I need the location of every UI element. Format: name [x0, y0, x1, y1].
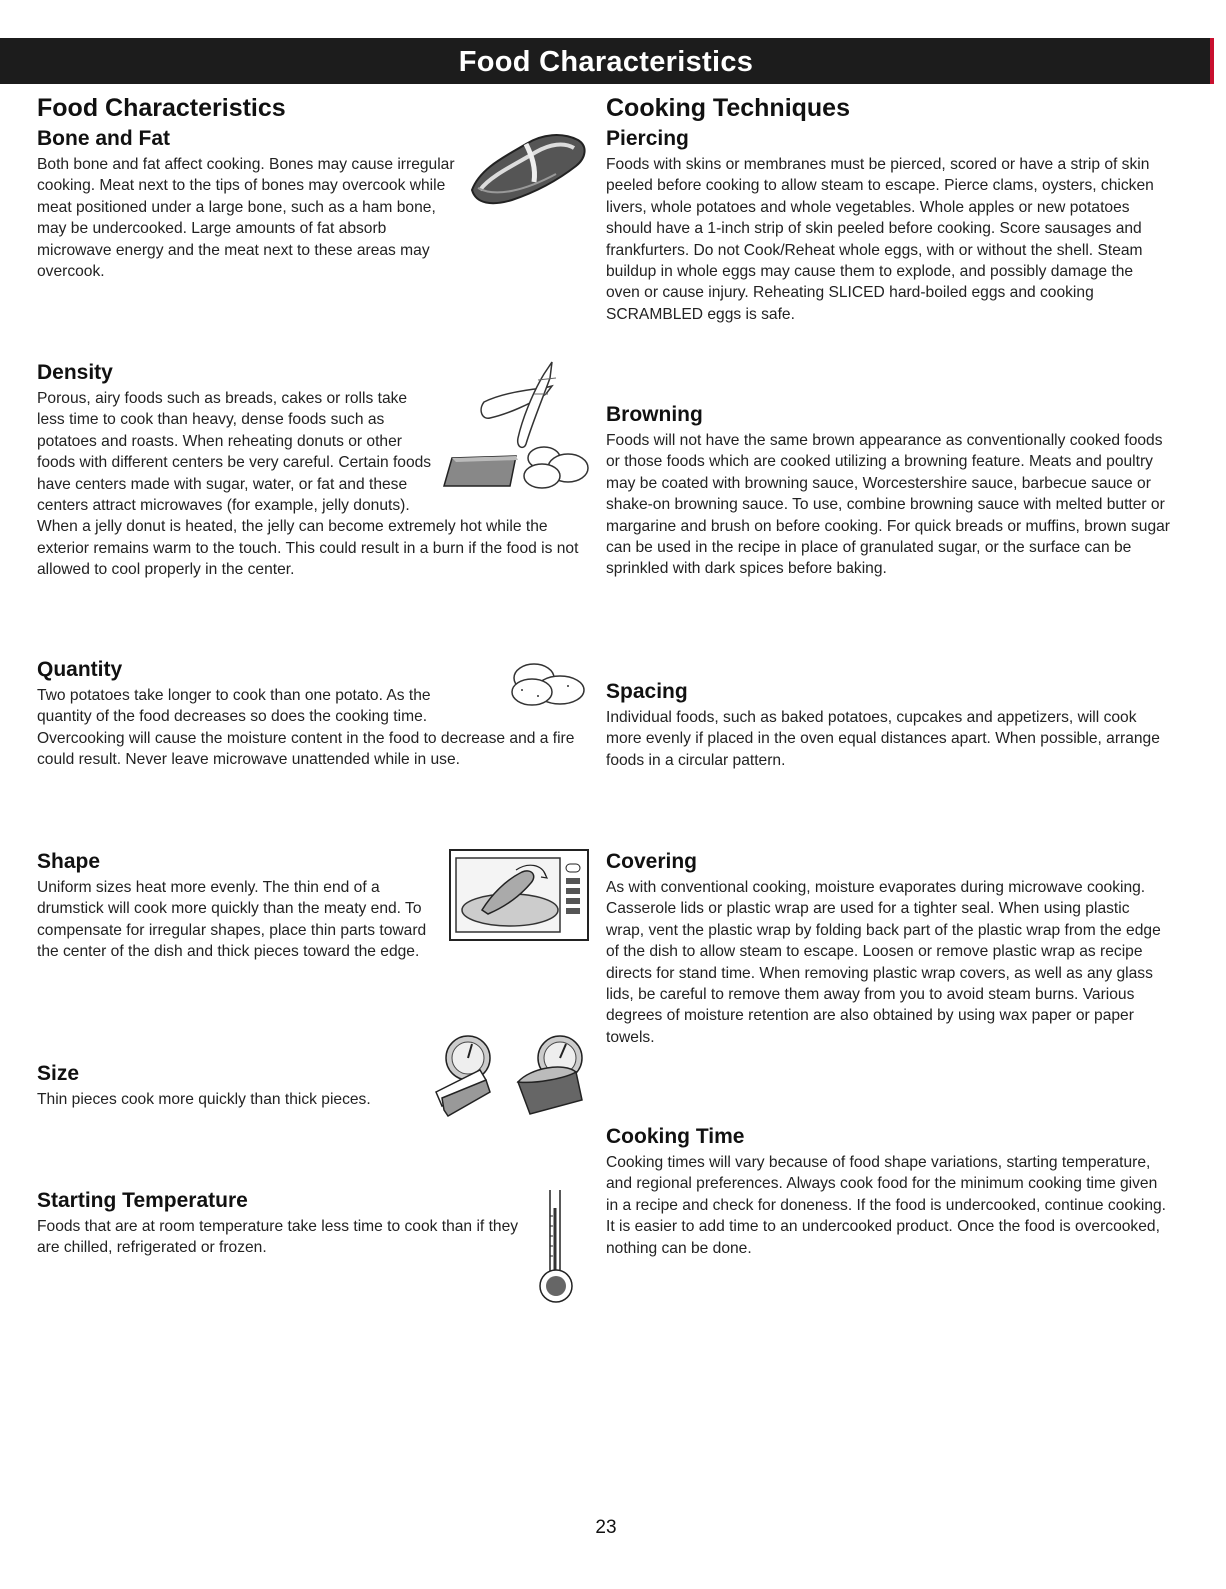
section-text: Foods will not have the same brown appearance as conventionally cooked foods or those foods which are cooked utilizing a browning feature. Meats and poultry may be coated with browning sauce, Worcestershire sauce, barbecue sauce or shake-on browning sauce. To use, combine browning sauce with melted butter or margarine and brush on before cooking. For quick breads or muffins, brown sugar can be used in the recipe in place of granulated sugar, or the surface can be sprinkled with dark spices before baking. [606, 432, 1170, 578]
t-bone-steak-illustration [466, 128, 594, 216]
section-cooking-time [606, 1125, 1171, 1259]
page-number: 23 [595, 1517, 617, 1538]
right-heading: Cooking Techniques [606, 94, 850, 122]
section-piercing [606, 127, 1171, 325]
two-potatoes-illustration [508, 660, 588, 706]
section-body: Porous, airy foods such as breads, cakes or rolls take less time to cook than heavy, dense foods such as potatoes and roasts. When reheating donuts or other foods with different centers be very careful. Certain foods have centers made with sugar, water, or fat and these centers attract microwaves (for example, jelly donuts). When a jelly donut is heated, the jelly can become extremely hot while the exterior remains warm to the touch. This could result in a burn if the food is not allowed to cool properly in the center. [37, 390, 579, 579]
section-title: Spacing [606, 680, 688, 703]
microwave-drumstick-illustration [448, 848, 590, 942]
section-body: Two potatoes take longer to cook than one potato. As the quantity of the food decreases so does the cooking time. Overcooking will cause the moisture content in the food to decrease and a fire could result. Never leave microwave unattended while in use. [37, 687, 575, 769]
section-title: Cooking Time [606, 1125, 745, 1148]
thermometer-illustration [536, 1188, 578, 1306]
section-text: Thin pieces cook more quickly than thick pieces. [37, 1091, 371, 1108]
section-body: Both bone and fat affect cooking. Bones may cause irregular cooking. Meat next to the tips of bones may overcook while meat positioned under a large bone, such as a ham bone, may be undercooked. Large amounts of fat absorb microwave energy and the meat next to these areas may overcook. [37, 156, 455, 281]
page-banner: Food Characteristics [0, 38, 1212, 84]
section-title: Quantity [37, 658, 123, 681]
section-text: Individual foods, such as baked potatoes, cupcakes and appetizers, will cook more evenly if placed in the oven equal distances apart. When possible, arrange foods in a circular pattern. [606, 709, 1160, 769]
section-title: Starting Temperature [37, 1189, 248, 1212]
section-title: Covering [606, 850, 698, 873]
section-title: Size [37, 1062, 80, 1085]
section-covering [606, 850, 1171, 1048]
section-text: Foods with skins or membranes must be pierced, scored or have a strip of skin peeled before cooking to allow steam to escape. Pierce clams, oysters, chicken livers, whole potatoes and whole vegetables. Whole apples or new potatoes should have a 1-inch strip of skin peeled before cooking. Score sausages and frankfurters. Do not Cook/Reheat whole eggs, with or without the shell. Steam buildup in whole eggs may cause them to explode, and possibly damage the oven or cause injury. Reheating SLICED hard-boiled eggs and cooking SCRAMBLED eggs is safe. [606, 156, 1154, 323]
bread-potatoes-illustration [440, 360, 592, 496]
section-shape [37, 850, 442, 963]
banner-accent [1210, 38, 1214, 84]
section-text [37, 685, 589, 771]
section-text: Uniform sizes heat more evenly. The thin end of a drumstick will cook more quickly than the meaty end. To compensate for irregular shapes, place thin parts toward the center of the dish and thick pieces toward the edge. [37, 879, 427, 961]
section-text: As with conventional cooking, moisture evaporates during microwave cooking. Casserole lids or plastic wrap are used for a tighter seal. When using plastic wrap, vent the plastic wrap by folding back part of the plastic wrap from the edge of the dish to allow steam to escape. Loosen or remove plastic wrap as recipe directs for stand time. When removing plastic wrap covers, as well as any glass lids, be careful to remove them away from you to avoid steam burns. Various degrees of moisture retention are also obtained by using wax paper or paper towels. [606, 879, 1161, 1046]
section-title: Bone and Fat [37, 127, 171, 150]
section-spacing [606, 680, 1171, 771]
section-size [37, 1062, 417, 1110]
section-title: Shape [37, 850, 101, 873]
section-browning [606, 403, 1171, 580]
section-title: Piercing [606, 127, 689, 150]
section-quantity [37, 658, 589, 771]
section-starting-temperature [37, 1189, 527, 1259]
section-text: Foods that are at room temperature take less time to cook than if they are chilled, refrigerated or frozen. [37, 1218, 519, 1257]
section-text: Cooking times will vary because of food shape variations, starting temperature, and regional preferences. Always cook food for the minimum cooking time given in a recipe and check for doneness. If the food is undercooked, continue cooking. It is easier to add time to an undercooked product. Once the food is overcooked, nothing can be done. [606, 1154, 1167, 1257]
section-title: Browning [606, 403, 703, 426]
left-heading: Food Characteristics [37, 94, 286, 122]
section-title: Density [37, 361, 113, 384]
thin-and-thick-pieces-illustration [426, 1032, 590, 1118]
